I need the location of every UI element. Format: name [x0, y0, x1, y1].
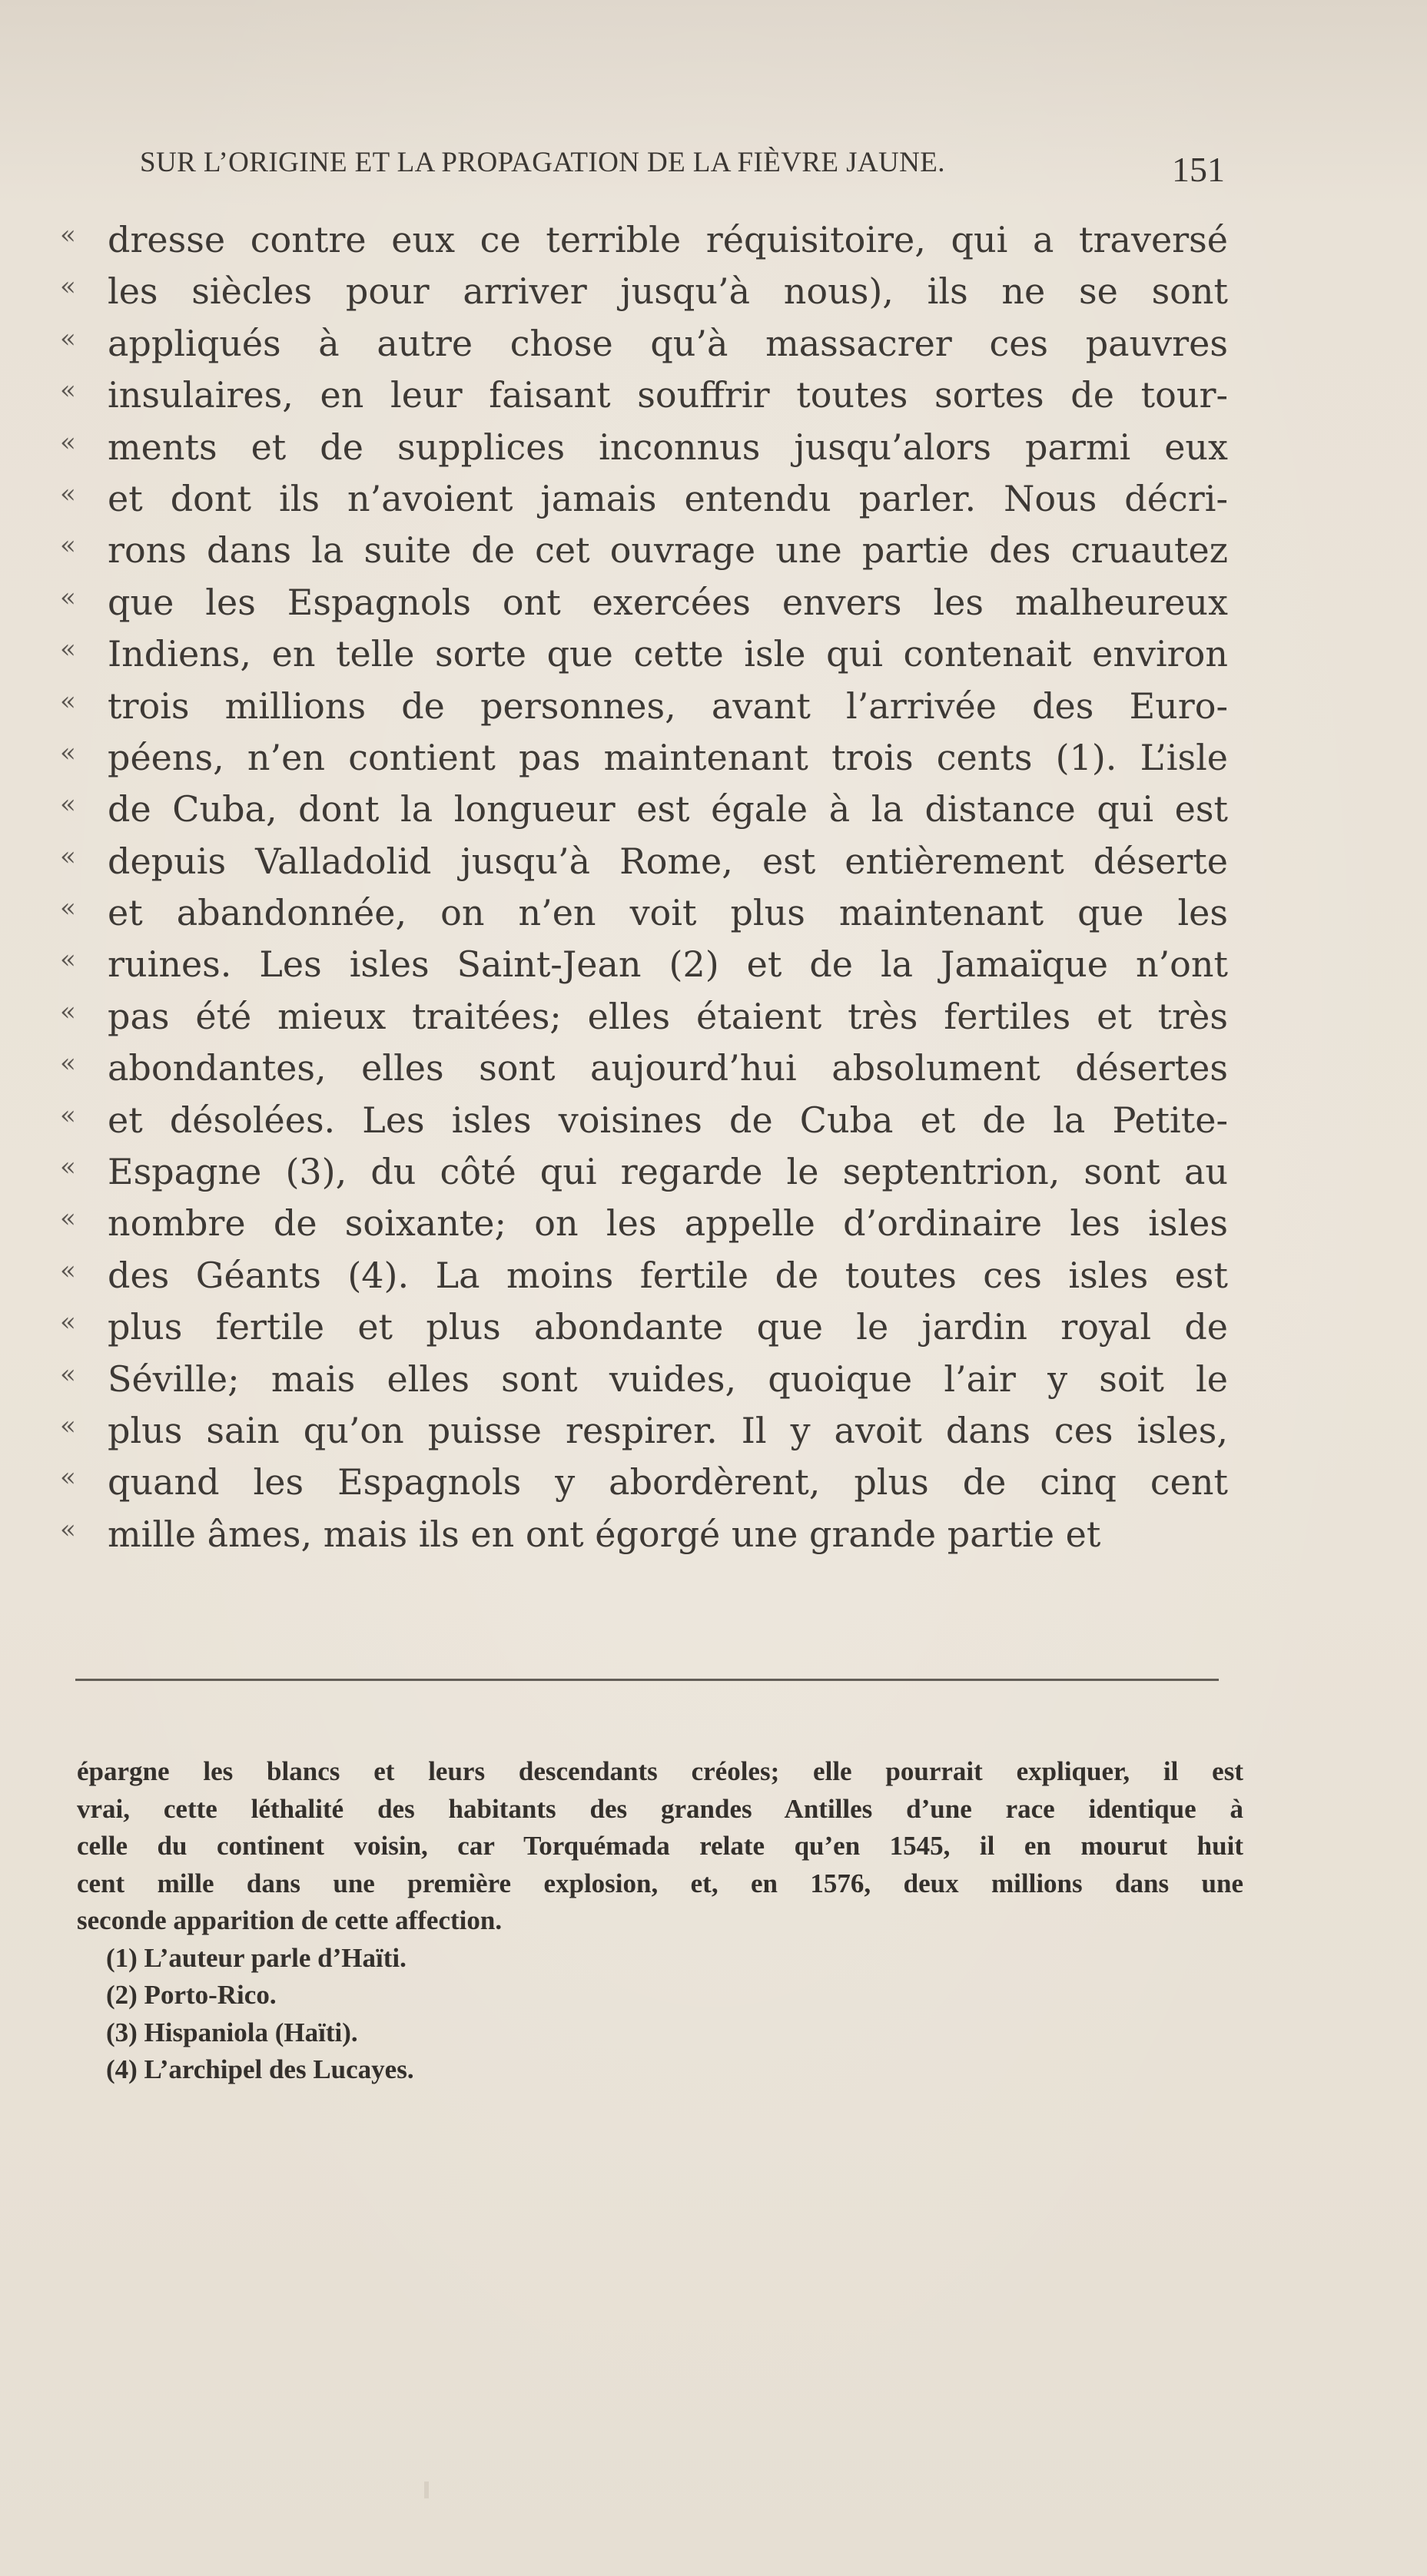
- quote-line-text: plus fertile et plus abondante que le jardin royal de: [108, 1306, 1228, 1348]
- guillemet-mark: «: [60, 1307, 76, 1338]
- quote-line-text: trois millions de personnes, avant l’arrivée des Euro-: [108, 685, 1228, 727]
- footnote-line: vrai, cette léthalité des habitants des grandes Antilles d’une race identique à: [77, 1793, 1243, 1824]
- footnote-line: celle du continent voisin, car Torquémada relate qu’en 1545, il en mourut huit: [77, 1831, 1243, 1861]
- running-title: SUR L’ORIGINE ET LA PROPAGATION DE LA FIÈVRE JAUNE.: [140, 147, 945, 178]
- guillemet-mark: «: [60, 323, 76, 354]
- quote-line: [60, 1200, 1228, 1252]
- quote-line-text: ruines. Les isles Saint-Jean (2) et de la Jamaïque n’ont: [108, 943, 1228, 986]
- quote-line: [60, 1407, 1228, 1459]
- quote-line-text: que les Espagnols ont exercées envers les malheureux: [108, 581, 1228, 623]
- page-number: 151: [1172, 150, 1225, 189]
- guillemet-mark: «: [60, 737, 76, 768]
- guillemet-mark: «: [60, 1513, 76, 1545]
- quote-line: [60, 993, 1228, 1045]
- guillemet-mark: «: [60, 685, 76, 717]
- quote-line-text: abondantes, elles sont aujourd’hui absolument désertes: [108, 1047, 1228, 1089]
- quote-line: [60, 941, 1228, 993]
- quote-line-text: plus sain qu’on puisse respirer. Il y avoit dans ces isles,: [108, 1409, 1228, 1451]
- guillemet-mark: «: [60, 530, 76, 562]
- quote-line: [60, 1252, 1228, 1304]
- paper-mark: [424, 2482, 429, 2498]
- guillemet-mark: «: [60, 426, 76, 458]
- guillemet-mark: «: [60, 271, 76, 303]
- footnote-4: (4) L’archipel des Lucayes.: [106, 2054, 414, 2084]
- footnote-3: (3) Hispaniola (Haïti).: [106, 2017, 358, 2047]
- guillemet-mark: «: [60, 1255, 76, 1286]
- quote-line: [60, 890, 1228, 941]
- quote-line: [60, 683, 1228, 734]
- quote-line: [60, 320, 1228, 372]
- quote-line-text: et désolées. Les isles voisines de Cuba et de la Petite-: [108, 1099, 1228, 1141]
- guillemet-mark: «: [60, 1358, 76, 1390]
- quote-line-text: ments et de supplices inconnus jusqu’alors parmi eux: [108, 426, 1228, 468]
- quote-line: [60, 631, 1228, 682]
- guillemet-mark: «: [60, 1099, 76, 1131]
- guillemet-mark: «: [60, 944, 76, 976]
- quote-line: [60, 476, 1228, 527]
- footnote-continuation: [77, 1753, 1243, 1940]
- quote-line-text: Espagne (3), du côté qui regarde le septentrion, sont au: [108, 1151, 1228, 1193]
- quote-line: [60, 1304, 1228, 1355]
- quote-line-text: les siècles pour arriver jusqu’à nous), ils ne se sont: [108, 270, 1228, 313]
- quote-line: [60, 579, 1228, 631]
- quote-line: [60, 424, 1228, 476]
- quote-line: [60, 1097, 1228, 1149]
- guillemet-mark: «: [60, 1410, 76, 1441]
- quote-line-text: appliqués à autre chose qu’à massacrer ces pauvres: [108, 322, 1228, 364]
- quote-line: [60, 372, 1228, 423]
- quote-line: [60, 1149, 1228, 1200]
- quote-line: [60, 217, 1228, 268]
- footnote-line: cent mille dans une première explosion, et, en 1576, deux millions dans une: [77, 1868, 1243, 1898]
- footnote-1: (1) L’auteur parle d’Haïti.: [106, 1942, 407, 1973]
- guillemet-mark: «: [60, 1203, 76, 1235]
- quote-line: [60, 1459, 1228, 1510]
- guillemet-mark: «: [60, 375, 76, 406]
- quote-line-text: mille âmes, mais ils en ont égorgé une grande partie et: [108, 1513, 1101, 1555]
- quote-line: [60, 1356, 1228, 1407]
- guillemet-mark: «: [60, 840, 76, 872]
- quote-line-text: Indiens, en telle sorte que cette isle qui contenait environ: [108, 633, 1228, 675]
- guillemet-mark: «: [60, 996, 76, 1027]
- quote-line: [60, 268, 1228, 320]
- running-head: [140, 146, 1225, 192]
- guillemet-mark: «: [60, 1152, 76, 1183]
- guillemet-mark: «: [60, 582, 76, 613]
- guillemet-mark: «: [60, 893, 76, 924]
- guillemet-mark: «: [60, 1048, 76, 1079]
- quote-line-text: depuis Valladolid jusqu’à Rome, est entièrement déserte: [108, 840, 1228, 882]
- quote-line-text: de Cuba, dont la longueur est égale à la distance qui est: [108, 788, 1228, 830]
- guillemet-mark: «: [60, 789, 76, 821]
- quote-line-text: quand les Espagnols y abordèrent, plus de cinq cent: [108, 1461, 1228, 1503]
- quote-line: [60, 1045, 1228, 1096]
- quote-line-text: dresse contre eux ce terrible réquisitoire, qui a traversé: [108, 219, 1228, 260]
- quote-line-text: péens, n’en contient pas maintenant trois cents (1). L’isle: [108, 736, 1228, 778]
- quote-line: [60, 838, 1228, 890]
- quote-line-text: rons dans la suite de cet ouvrage une partie des cruautez: [108, 529, 1228, 572]
- quote-line-text: et abandonnée, on n’en voit plus maintenant que les: [108, 892, 1228, 934]
- guillemet-mark: «: [60, 1462, 76, 1494]
- guillemet-mark: «: [60, 478, 76, 509]
- quote-line: [60, 1511, 1228, 1563]
- quote-line-text: nombre de soixante; on les appelle d’ordinaire les isles: [108, 1202, 1228, 1245]
- quote-line: [60, 527, 1228, 579]
- footnote-line: seconde apparition de cette affection.: [77, 1905, 503, 1935]
- guillemet-mark: «: [60, 220, 76, 250]
- quote-line: [60, 786, 1228, 837]
- quote-line-text: et dont ils n’avoient jamais entendu parler. Nous décri-: [108, 477, 1228, 519]
- quote-line-text: Séville; mais elles sont vuides, quoique l’air y soit le: [108, 1358, 1228, 1400]
- guillemet-mark: «: [60, 634, 76, 665]
- footnotes: [77, 1753, 1243, 2089]
- quote-line: [60, 734, 1228, 786]
- footnote-line: épargne les blancs et leurs descendants créoles; elle pourrait expliquer, il est: [77, 1756, 1243, 1786]
- quoted-passage: [60, 217, 1228, 1563]
- quote-line-text: insulaires, en leur faisant souffrir toutes sortes de tour-: [108, 374, 1228, 416]
- quote-line-text: des Géants (4). La moins fertile de toutes ces isles est: [108, 1254, 1228, 1296]
- quote-line-text: pas été mieux traitées; elles étaient très fertiles et très: [108, 995, 1228, 1037]
- footnote-separator-rule: [75, 1679, 1219, 1681]
- footnote-2: (2) Porto-Rico.: [106, 1980, 277, 2010]
